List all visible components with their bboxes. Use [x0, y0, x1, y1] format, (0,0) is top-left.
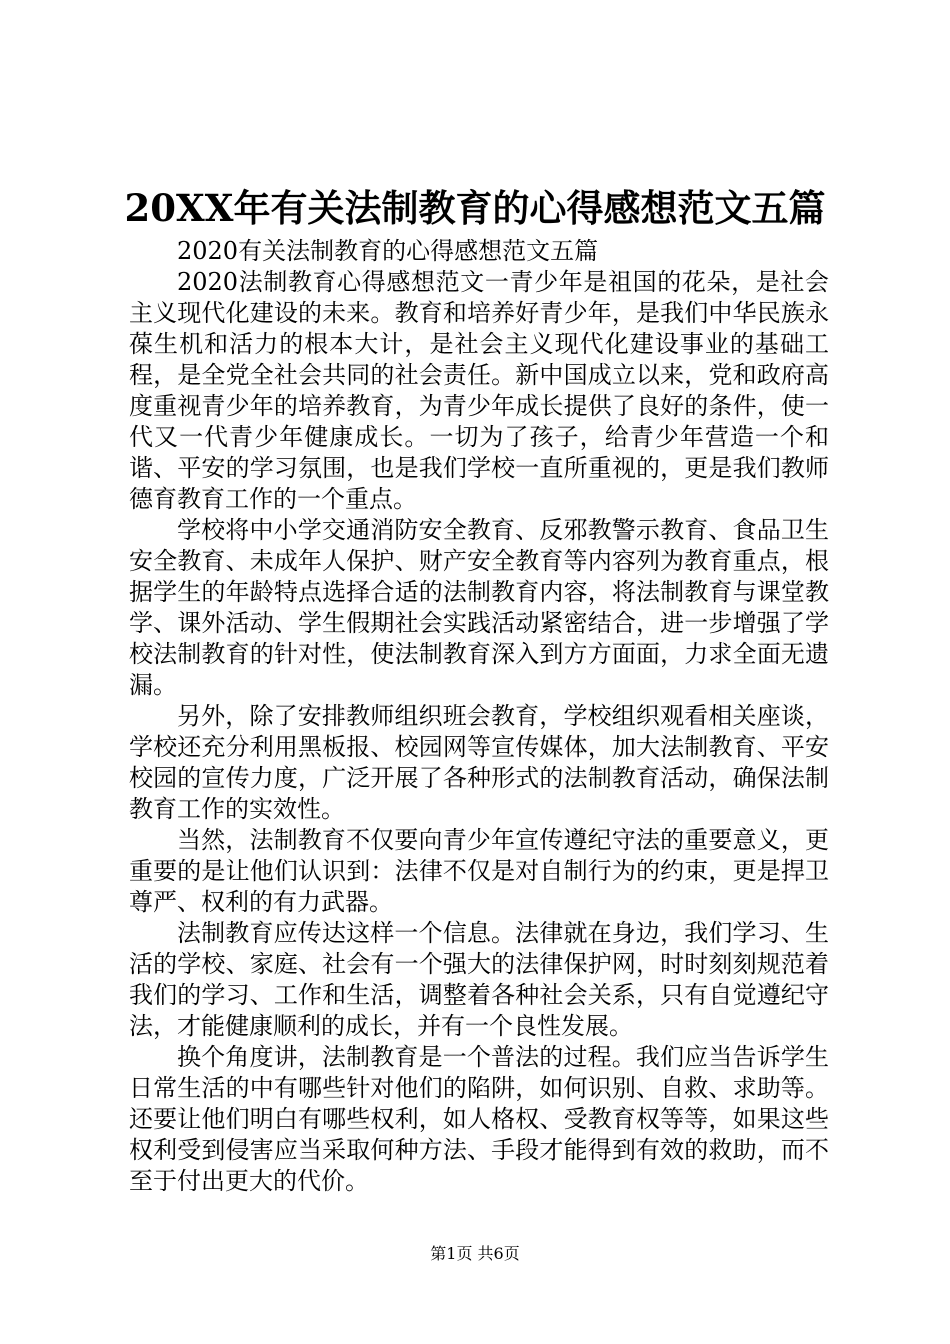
paragraph-6: 换个角度讲，法制教育是一个普法的过程。我们应当告诉学生日常生活的中有哪些针对他们的陷阱，如何识别、自救、求助等。还要让他们明白有哪些权利，如人格权、受教育权等等，如果这些权利受到侵害应当采取何种方法、手段才能得到有效的救助，而不至于付出更大的代价。 [129, 1043, 829, 1195]
paragraph-3: 另外，除了安排教师组织班会教育，学校组织观看相关座谈，学校还充分利用黑板报、校园网等宣传媒体，加大法制教育、平安校园的宣传力度，广泛开展了各种形式的法制教育活动，确保法制教育工作的实效性。 [129, 702, 829, 823]
paragraph-4: 当然，法制教育不仅要向青少年宣传遵纪守法的重要意义，更重要的是让他们认识到：法律不仅是对自制行为的约束，更是捍卫尊严、权利的有力武器。 [129, 826, 829, 916]
paragraph-subtitle: 2020有关法制教育的心得感想范文五篇 [177, 237, 599, 265]
paragraph-5: 法制教育应传达这样一个信息。法律就在身边，我们学习、生活的学校、家庭、社会有一个强大的法律保护网，时时刻刻规范着我们的学习、工作和生活，调整着各种社会关系，只有自觉遵纪守法，才能健康顺利的成长，并有一个良性发展。 [129, 919, 829, 1040]
paragraph-2: 学校将中小学交通消防安全教育、反邪教警示教育、食品卫生安全教育、未成年人保护、财产安全教育等内容列为教育重点，根据学生的年龄特点选择合适的法制教育内容，将法制教育与课堂教学、课外活动、学生假期社会实践活动紧密结合，进一步增强了学校法制教育的针对性，使法制教育深入到方方面面，力求全面无遗漏。 [129, 516, 829, 699]
paragraph-1: 2020法制教育心得感想范文一青少年是祖国的花朵，是社会主义现代化建设的未来。教育和培养好青少年，是我们中华民族永葆生机和活力的根本大计，是社会主义现代化建设事业的基础工程，是全党全社会共同的社会责任。新中国成立以来，党和政府高度重视青少年的培养教育，为青少年成长提供了良好的条件，使一代又一代青少年健康成长。一切为了孩子，给青少年营造一个和谐、平安的学习氛围，也是我们学校一直所重视的，更是我们教师德育教育工作的一个重点。 [129, 268, 829, 513]
page-number-footer: 第1页 共6页 [430, 1244, 520, 1263]
document-title: 20XX年有关法制教育的心得感想范文五篇 [124, 186, 826, 230]
document-body [129, 236, 829, 1197]
